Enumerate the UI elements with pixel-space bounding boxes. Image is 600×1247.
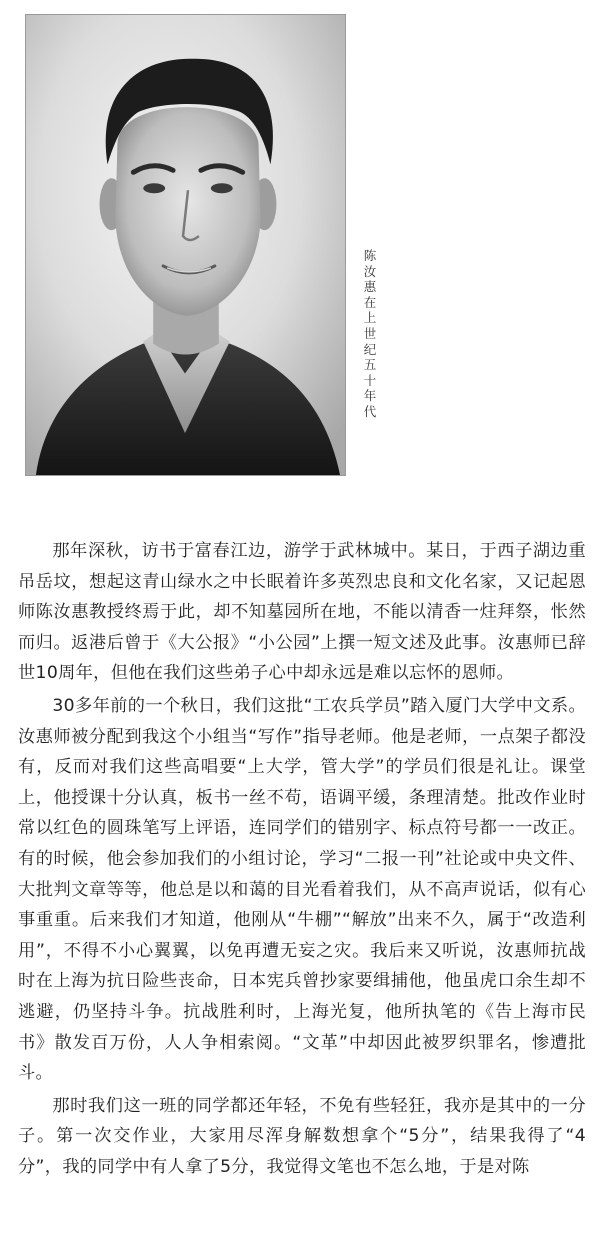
photo-caption: 陈汝惠在上世纪五十年代: [363, 248, 377, 419]
article-body: [18, 536, 586, 1184]
paragraph: 那年深秋，访书于富春江边，游学于武林城中。某日，于西子湖边重吊岳坟，想起这青山绿水之中长眠着许多英烈忠良和文化名家，又记起恩师陈汝惠教授终焉于此，却不知墓园所在地，不能以清香一炷拜祭，怅然而归。返港后曾于《大公报》“小公园”上撰一短文述及此事。汝惠师已辞世10周年，但他在我们这些弟子心中却永远是难以忘怀的恩师。: [18, 541, 586, 684]
paragraph: 30多年前的一个秋日，我们这批“工农兵学员”踏入厦门大学中文系。汝惠师被分配到我这个小组当“写作”指导老师。他是老师，一点架子都没有，反而对我们这些高唱要“上大学，管大学”的学员们很是礼让。课堂上，他授课十分认真，板书一丝不苟，语调平缓，条理清楚。批改作业时常以红色的圆珠笔写上评语，连同学们的错别字、标点符号都一一改正。有的时候，他会参加我们的小组讨论，学习“二报一刊”社论或中央文件、大批判文章等等，他总是以和蔼的目光看着我们，从不高声说话，似有心事重重。后来我们才知道，他刚从“牛棚”“解放”出来不久，属于“改造利用”，不得不小心翼翼，以免再遭无妄之灾。我后来又听说，汝惠师抗战时在上海为抗日险些丧命，日本宪兵曾抄家要缉捕他，他虽虎口余生却不逃避，仍坚持斗争。抗战胜利时，上海光复，他所执笔的《告上海市民书》散发百万份，人人争相索阅。“文革”中却因此被罗织罪名，惨遭批斗。: [18, 695, 586, 1084]
portrait-illustration: [26, 15, 345, 475]
paragraph: 那时我们这一班的同学都还年轻，不免有些轻狂，我亦是其中的一分子。第一次交作业，大家用尽浑身解数想拿个“5分”，结果我得了“4分”，我的同学中有人拿了5分，我觉得文笔也不怎么地，于是对陈: [18, 1095, 586, 1177]
portrait-photo: [25, 14, 346, 476]
